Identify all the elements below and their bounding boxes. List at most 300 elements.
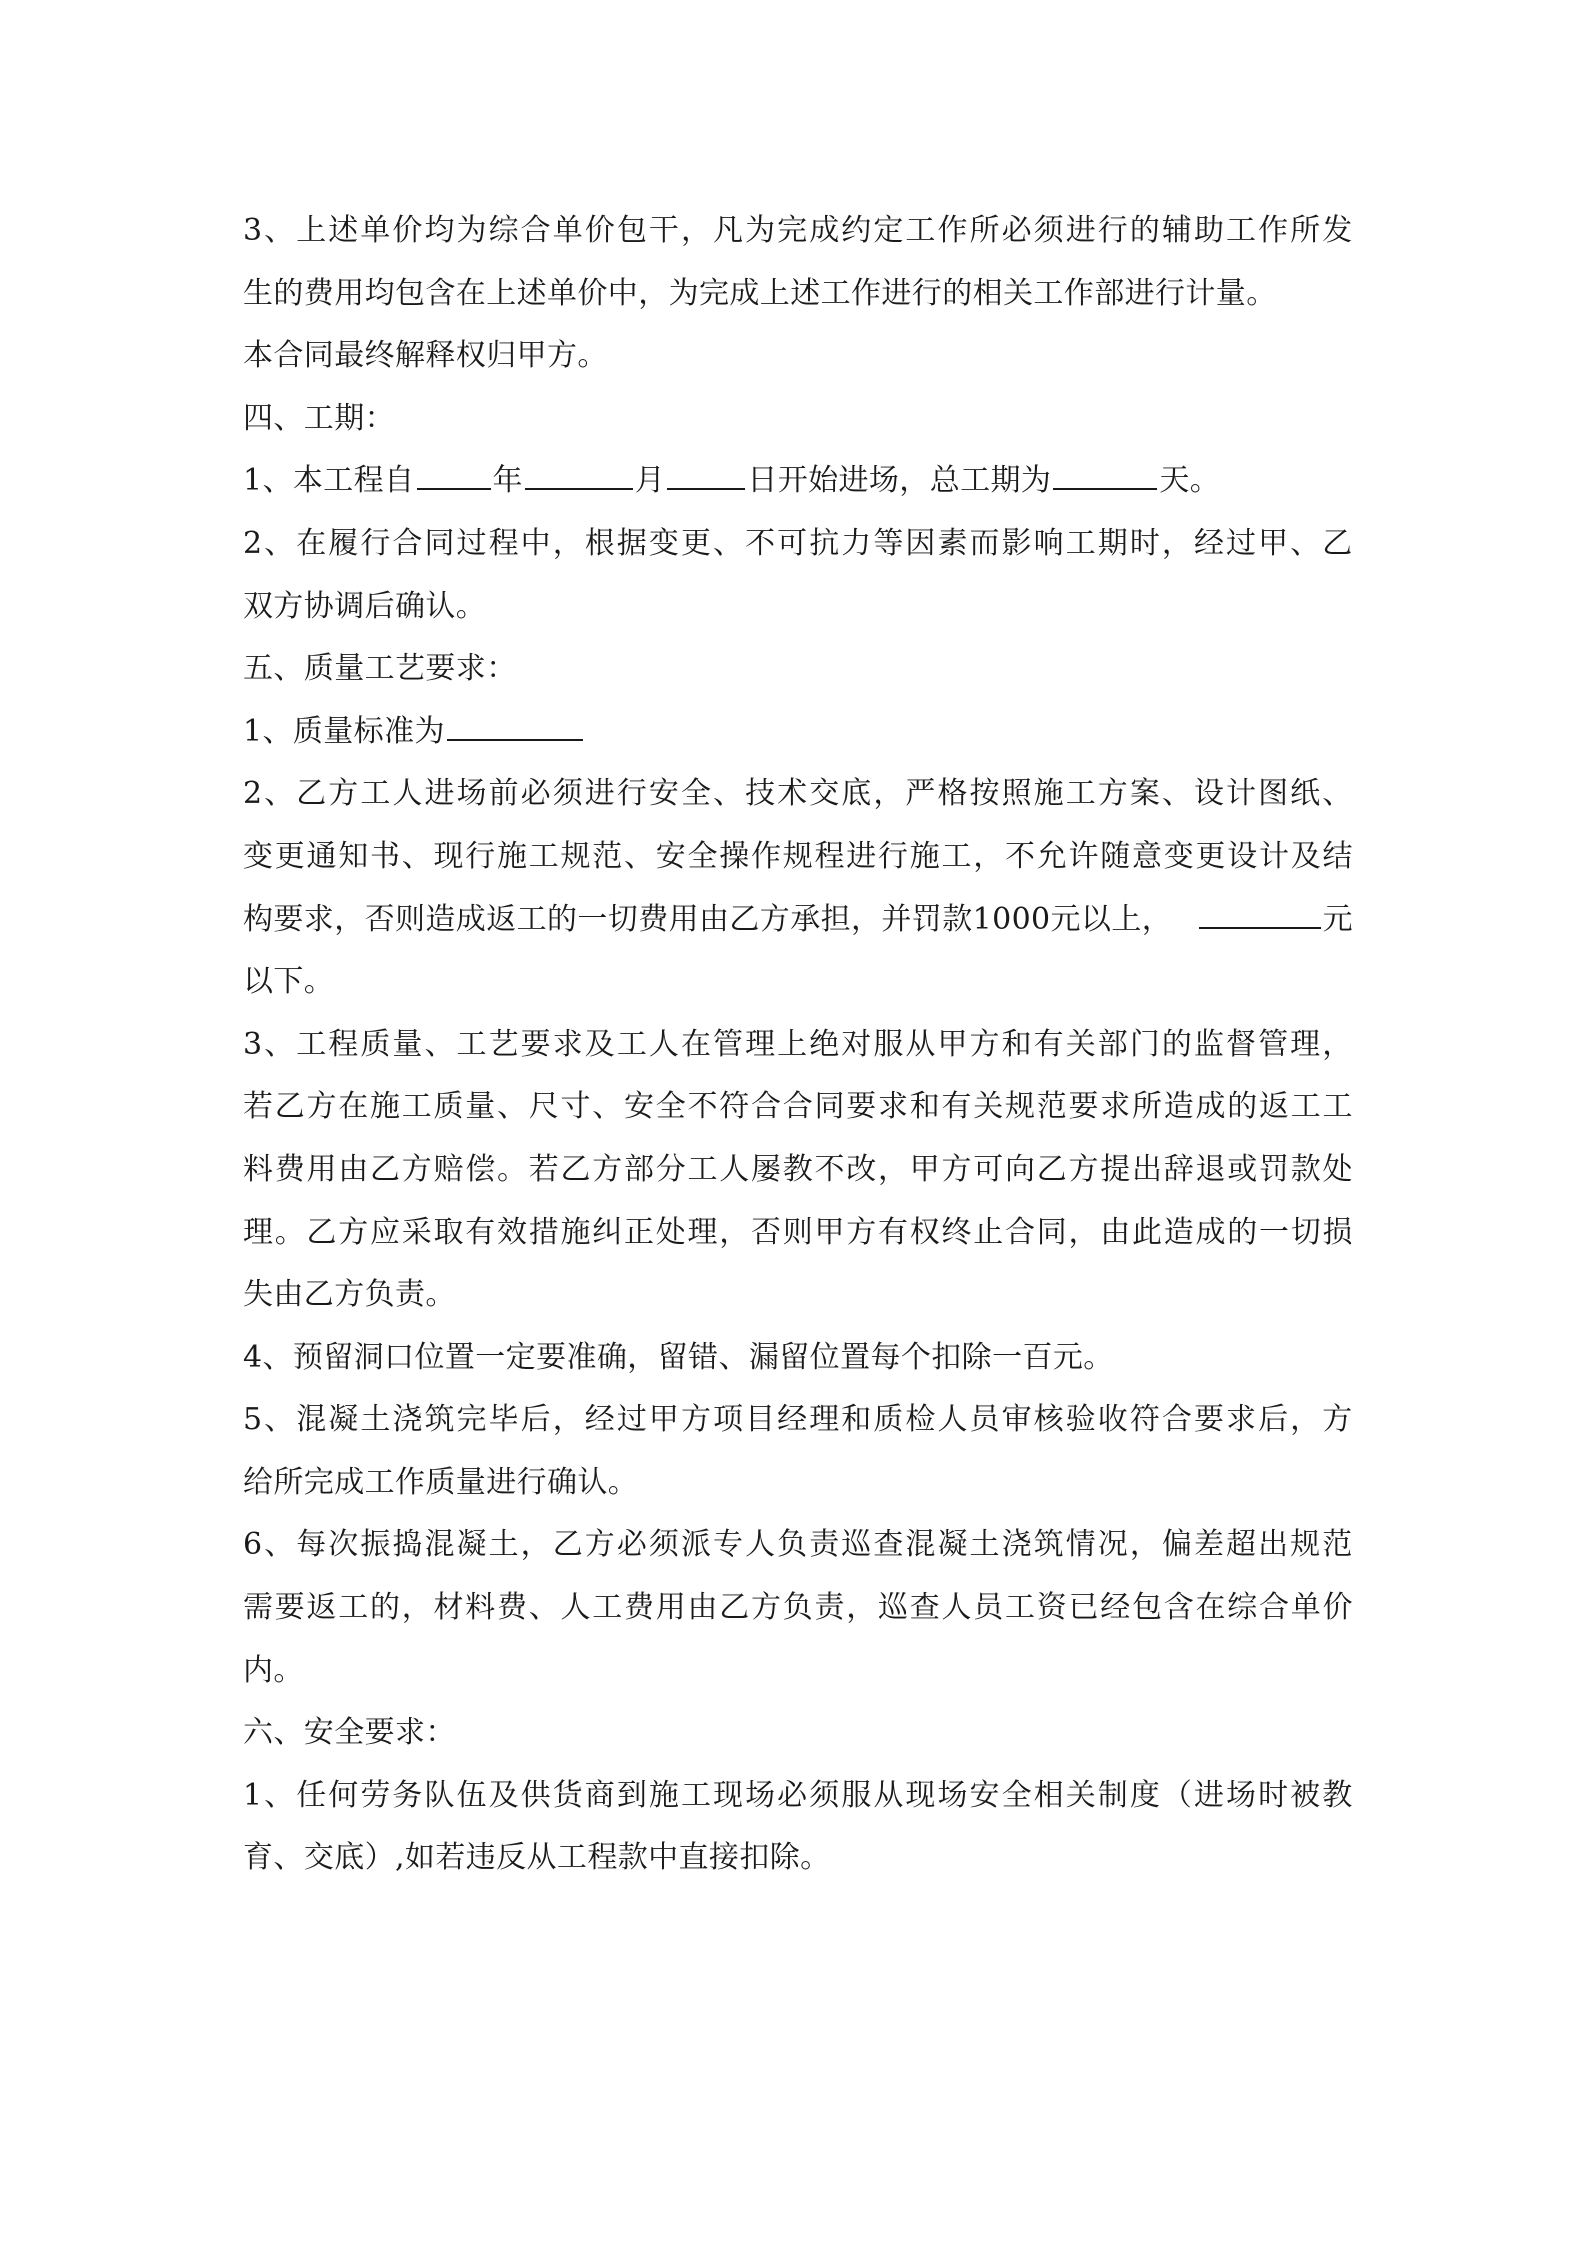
glyph: 单 [360,213,391,248]
glyph: 工 [687,1151,718,1187]
glyph: 为 [456,213,487,248]
glyph: 3 [243,213,263,248]
glyph: 1 [243,1777,263,1813]
glyph: 方 [941,1151,972,1187]
glyph: 技 [745,776,776,812]
glyph: 综 [488,213,519,248]
glyph: 合 [520,213,552,248]
glyph: 、 [1290,525,1321,561]
glyph: 作 [937,213,968,248]
glyph: 许 [1068,838,1099,874]
text-line [243,1827,1353,1890]
glyph: 行 [878,838,909,874]
glyph: 筑 [1033,1527,1065,1563]
glyph: 、 [264,213,295,248]
glyph: 伍 [456,1777,487,1813]
glyph: 须 [552,776,584,812]
glyph: 负 [782,1590,814,1626]
glyph: 价 [392,213,423,248]
glyph: 乙 [370,1151,401,1187]
glyph: 有 [941,1089,972,1125]
text-line [243,763,1353,826]
glyph: 、 [497,1089,528,1125]
glyph: ， [878,1151,909,1187]
glyph: 到 [616,1777,648,1813]
glyph: 振 [360,1527,391,1563]
glyph: 格 [937,776,968,812]
glyph: 方 [1322,1402,1353,1438]
text-line [243,1202,1353,1265]
glyph: ， [552,525,584,561]
glyph: 中 [520,525,552,561]
glyph: 浇 [392,1402,423,1438]
glyph: 措 [528,1214,560,1250]
glyph: 影 [1001,525,1032,561]
glyph: 向 [1005,1151,1036,1187]
glyph: 人 [937,1402,968,1438]
glyph: ， [401,1590,433,1626]
glyph: 巡 [841,1527,872,1563]
glyph: 由 [687,1590,718,1626]
glyph: 偿 [465,1151,496,1187]
line-text: 给所完成工作质量进行确认。 [243,1464,639,1500]
glyph: 、 [713,776,744,812]
glyph: 干 [648,213,680,248]
glyph: 人 [648,1026,680,1062]
glyph: 响 [1033,525,1065,561]
glyph: 出 [1258,1527,1289,1563]
glyph: 进 [1065,213,1097,248]
glyph: 人 [719,1151,750,1187]
glyph: 质 [360,1026,391,1062]
glyph: 相 [1033,1777,1065,1813]
glyph: 求 [1226,1402,1257,1438]
text-line [243,1577,1353,1640]
glyph: 料 [465,1590,496,1626]
line-text: 五、质量工艺要求： [243,651,517,687]
glyph: 管 [713,1026,744,1062]
glyph: 改 [846,1151,877,1187]
text-line [243,1076,1353,1139]
glyph: 均 [424,213,455,248]
glyph: 变 [648,525,680,561]
penalty-suffix: 元 [1322,901,1353,937]
text-line [243,388,1353,451]
glyph: 发 [1322,213,1353,248]
glyph: 合 [1161,1402,1193,1438]
glyph: 采 [401,1214,433,1250]
glyph: 甲 [909,1151,941,1187]
glyph: 、 [264,1026,295,1062]
glyph: 理 [1290,1026,1321,1062]
glyph: 3 [243,1026,263,1062]
glyph: 、 [264,1777,295,1813]
glyph: 知 [338,838,369,874]
glyph: 程 [328,1026,359,1062]
glyph: 关 [1065,1777,1097,1813]
glyph: 人 [392,776,423,812]
glyph: 质 [873,1402,904,1438]
glyph: 的 [370,1590,401,1626]
glyph: 查 [909,1590,941,1626]
penalty-line [243,889,1353,952]
glyph: 终 [941,1214,972,1250]
line-text: 以下。 [243,964,335,1000]
glyph: 材 [433,1590,464,1626]
glyph: 用 [655,1590,687,1626]
glyph: 、 [1322,776,1353,812]
glyph: 在 [680,1026,712,1062]
glyph: 进 [584,776,616,812]
glyph: 场 [1226,1777,1257,1813]
glyph: 含 [1163,1590,1195,1626]
glyph: 全 [687,838,718,874]
glyph: 规 [1005,1089,1036,1125]
glyph: 操 [719,838,750,874]
glyph: 有 [878,1214,909,1250]
glyph: 提 [1100,1151,1131,1187]
glyph: 凡 [713,213,744,248]
glyph: 及 [488,1777,519,1813]
glyph: 时 [1258,1777,1289,1813]
glyph: 处 [655,1214,687,1250]
glyph: 人 [560,1590,591,1626]
fill-in-blank[interactable] [447,713,583,741]
glyph: 管 [1258,1026,1289,1062]
glyph: 监 [1193,1026,1225,1062]
glyph: 据 [616,525,648,561]
glyph: 5 [243,1402,263,1438]
glyph: 施 [497,838,528,874]
penalty-suffix-group [1197,889,1353,952]
glyph: 和 [1001,1026,1032,1062]
glyph: 甲 [1258,525,1289,561]
glyph: 若 [243,1089,274,1125]
glyph: 商 [584,1777,616,1813]
glyph: 合 [751,1089,782,1125]
glyph: 同 [1036,1214,1068,1250]
fill-in-blank[interactable] [417,462,491,490]
glyph: 工 [1065,525,1097,561]
glyph: 方 [328,776,359,812]
quality-prefix: 1、质量标准为 [243,713,445,749]
glyph: 处 [1322,1151,1353,1187]
glyph: 2 [243,525,263,561]
glyph: 计 [1259,838,1290,874]
glyph: 期 [1097,525,1129,561]
glyph: 可 [973,1151,1004,1187]
line-text: 双方协调后确认。 [243,588,487,624]
glyph: 制 [1097,1777,1129,1813]
glyph: ， [520,1527,552,1563]
glyph: 款 [1290,1151,1322,1187]
glyph: 、 [264,776,295,812]
glyph: 范 [1322,1527,1353,1563]
glyph: 部 [1097,1026,1129,1062]
glyph: 土 [969,1527,1000,1563]
glyph: 否 [751,1214,782,1250]
fill-in-blank[interactable] [525,462,633,490]
glyph: 超 [1226,1527,1257,1563]
glyph: 理 [243,1214,274,1250]
line-text: 生的费用均包含在上述单价中，为完成上述工作进行的相关工作部进行计量。 [243,275,1277,311]
line-text: 失由乙方负责。 [243,1277,456,1313]
glyph: 要 [846,1089,877,1125]
glyph: 在 [338,1089,369,1125]
glyph: 安 [624,1089,655,1125]
glyph: ， [1129,1527,1161,1563]
glyph: 查 [873,1527,904,1563]
glyph: 、 [401,838,433,874]
glyph: 屡 [751,1151,782,1187]
glyph: 有 [1033,1026,1065,1062]
glyph: 要 [274,1590,306,1626]
glyph: 可 [777,525,808,561]
glyph: 服 [873,1026,904,1062]
glyph: 上 [296,213,327,248]
glyph: 土 [360,1402,391,1438]
line-text: 4、预留洞口位置一定要准确，留错、漏留位置每个扣除一百元。 [243,1339,1114,1375]
line-text: 内。 [243,1652,304,1688]
glyph: 施 [560,1214,591,1250]
glyph: 工 [296,1026,327,1062]
glyph: 价 [584,213,616,248]
glyph: 出 [1132,1151,1163,1187]
glyph: 乙 [306,1214,337,1250]
glyph: 、 [592,1089,623,1125]
glyph: 费 [624,1590,655,1626]
text-line [243,576,1353,639]
text-line [243,1452,1353,1515]
glyph: 况 [1097,1527,1129,1563]
glyph: 造 [1163,1214,1195,1250]
glyph: 纠 [592,1214,623,1250]
glyph: 乙 [719,1590,750,1626]
glyph: 费 [274,1151,306,1187]
glyph: 进 [424,776,455,812]
glyph: 人 [941,1590,972,1626]
glyph: 毕 [488,1402,519,1438]
glyph: 术 [777,776,808,812]
glyph: 根 [584,525,616,561]
glyph: 经 [1100,1590,1131,1626]
glyph: 现 [905,1777,936,1813]
glyph: 力 [841,525,872,561]
glyph: 方 [338,1214,369,1250]
glyph: 经 [1193,525,1225,561]
glyph: 现 [713,1777,744,1813]
glyph: 浇 [1001,1527,1032,1563]
glyph: 意 [1132,838,1163,874]
glyph: 差 [1193,1527,1225,1563]
glyph: 的 [1227,1214,1258,1250]
glyph: 及 [1290,838,1322,874]
glyph: 施 [909,838,941,874]
glyph: 纸 [1290,776,1321,812]
glyph: 过 [616,1402,648,1438]
glyph: 门 [1129,1026,1161,1062]
fill-in-blank[interactable] [667,462,745,490]
glyph: 队 [424,1777,455,1813]
glyph: 方 [592,1151,623,1187]
glyph: 完 [777,213,808,248]
glyph: 混 [424,1527,455,1563]
glyph: 设 [1193,776,1225,812]
work-period-line [243,450,1353,513]
glyph: 由 [338,1151,369,1187]
glyph: 员 [969,1402,1000,1438]
glyph: 正 [624,1214,655,1250]
glyph: 时 [1129,525,1161,561]
glyph: 赔 [433,1151,464,1187]
glyph: 上 [777,1026,808,1062]
glyph: 不 [745,525,776,561]
glyph: 工 [360,776,391,812]
glyph: 方 [846,1214,877,1250]
glyph: 约 [841,213,872,248]
glyph: 甲 [937,1026,968,1062]
glyph: 全 [655,1089,687,1125]
glyph: 核 [1033,1402,1065,1438]
glyph: 变 [243,838,274,874]
glyph: 全 [1001,1777,1032,1813]
glyph: 、 [713,525,744,561]
glyph: 允 [1036,838,1068,874]
glyph: 规 [560,838,591,874]
glyph: 单 [552,213,584,248]
text-line [243,513,1353,576]
glyph: 履 [328,525,359,561]
glyph: 何 [328,1777,359,1813]
text-line [243,1640,1353,1703]
month-label: 月 [634,463,666,499]
glyph: 计 [1226,776,1257,812]
glyph: 合 [782,1089,814,1125]
glyph: 混 [905,1527,936,1563]
glyph: 量 [465,1089,496,1125]
line-text: 六、安全要求： [243,1715,456,1751]
glyph: 工 [1005,1590,1036,1626]
glyph: 所 [1290,213,1321,248]
glyph: 行 [465,838,496,874]
glyph: 对 [841,1026,872,1062]
fill-in-blank[interactable] [1053,462,1157,490]
glyph: 、 [424,1026,455,1062]
glyph: 通 [306,838,337,874]
glyph: 方 [680,1402,712,1438]
glyph: 底 [841,776,872,812]
glyph: 甲 [648,1402,680,1438]
fill-in-blank[interactable] [1199,901,1321,929]
glyph: 工 [592,1590,623,1626]
quality-standard-line [243,701,1353,764]
glyph: 艺 [488,1026,519,1062]
glyph: 必 [777,1777,808,1813]
glyph: 随 [1100,838,1131,874]
glyph: 要 [1068,1089,1099,1125]
glyph: 验 [1065,1402,1097,1438]
glyph: 此 [1132,1214,1163,1250]
glyph: 的 [1161,1026,1193,1062]
glyph: 度 [1129,1777,1161,1813]
glyph: 专 [713,1527,744,1563]
glyph: 方 [306,1089,337,1125]
glyph: 必 [616,1527,648,1563]
glyph: 乙 [560,1151,591,1187]
glyph: 、 [624,838,655,874]
glyph: 筑 [424,1402,455,1438]
text-line [243,1702,1353,1765]
glyph: 单 [1290,1590,1322,1626]
glyph: 返 [1259,1089,1290,1125]
glyph: 关 [1065,1026,1097,1062]
glyph: 损 [1322,1214,1353,1250]
glyph: 巡 [878,1590,909,1626]
day-start-label: 日开始进场，总工期为 [747,463,1052,499]
glyph: 寸 [560,1089,591,1125]
glyph: 后 [520,1402,552,1438]
glyph: 程 [488,525,519,561]
glyph: 符 [1129,1402,1161,1438]
glyph: 劳 [360,1777,391,1813]
glyph: 辞 [1163,1151,1195,1187]
glyph: 设 [1227,838,1258,874]
glyph: 理 [745,1026,776,1062]
glyph: 项 [713,1402,744,1438]
glyph: 全 [680,776,712,812]
glyph: 辅 [1161,213,1193,248]
glyph: 规 [1290,1527,1321,1563]
glyph: 经 [584,1402,616,1438]
glyph: 捣 [392,1527,423,1563]
glyph: 符 [719,1089,750,1125]
glyph: 照 [1001,776,1032,812]
glyph: 督 [1226,1026,1257,1062]
glyph: 土 [488,1527,519,1563]
glyph: 所 [969,213,1000,248]
glyph: 人 [745,1527,776,1563]
glyph: 每 [296,1527,327,1563]
glyph: 在 [296,525,327,561]
line-text: 育、交底）,如若违反从工程款中直接扣除。 [243,1840,831,1876]
glyph: 工 [1322,1089,1353,1125]
glyph: 服 [841,1777,872,1813]
glyph: 2 [243,776,263,812]
text-line [243,1514,1353,1577]
glyph: 在 [1195,1590,1226,1626]
glyph: 和 [841,1402,872,1438]
glyph: 后 [1258,1402,1289,1438]
glyph: 凝 [937,1527,968,1563]
glyph: 教 [782,1151,814,1187]
glyph: 所 [1132,1089,1163,1125]
text-line [243,1327,1353,1390]
glyph: 务 [392,1777,423,1813]
glyph: 、 [264,1527,295,1563]
period-prefix: 1、本工程自 [243,463,415,499]
glyph: ， [680,213,712,248]
glyph: ， [1068,1214,1099,1250]
glyph: 行 [360,525,391,561]
glyph: 工 [338,1590,369,1626]
glyph: 乙 [1036,1151,1068,1187]
glyph: 和 [909,1089,941,1125]
glyph: 助 [1193,213,1225,248]
glyph: 范 [592,838,623,874]
glyph: 效 [497,1214,528,1250]
glyph: 检 [905,1402,936,1438]
glyph: 范 [1036,1089,1068,1125]
